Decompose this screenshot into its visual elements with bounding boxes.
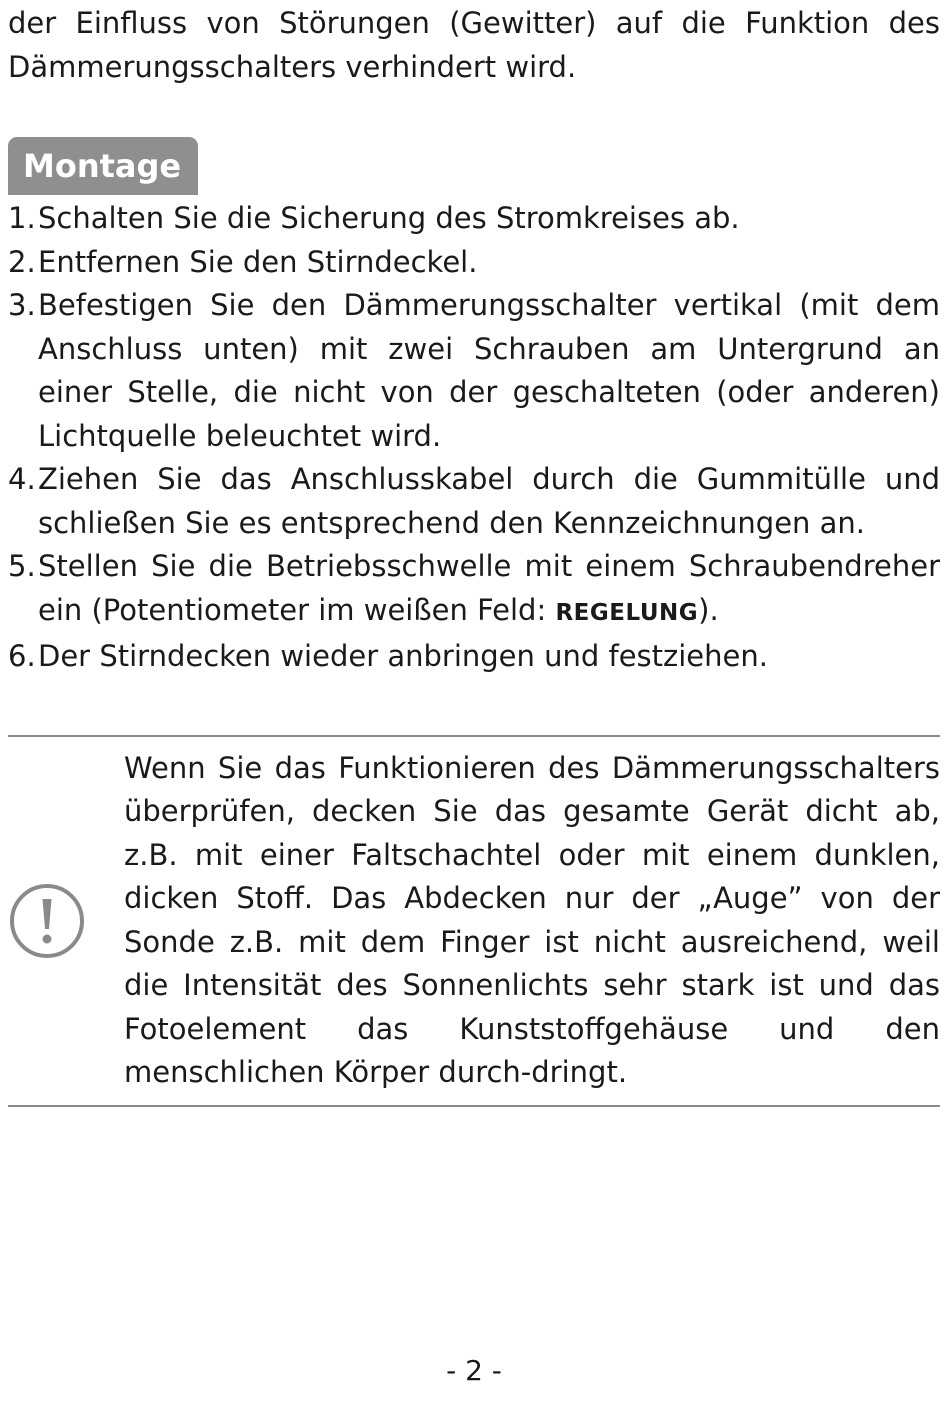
step-text-end: ). bbox=[698, 592, 719, 627]
list-item bbox=[8, 458, 940, 545]
list-item bbox=[8, 284, 940, 458]
list-item bbox=[8, 241, 940, 285]
step-number: 2. bbox=[8, 244, 36, 279]
step-number: 4. bbox=[8, 462, 36, 496]
step-number: 1. bbox=[8, 201, 36, 235]
notice-bottom-divider bbox=[8, 1105, 940, 1107]
list-item bbox=[8, 635, 940, 679]
list-item bbox=[8, 197, 940, 241]
regelung-label: REGELUNG bbox=[555, 599, 699, 626]
step-number: 6. bbox=[8, 639, 36, 673]
step-text: Der Stirndecken wieder anbringen und festziehen. bbox=[38, 639, 768, 673]
step-text: Befestigen Sie den Dämmerungsschalter vertikal (mit dem Anschluss unten) mit zwei Schrauben am Untergrund an einer Stelle, die nicht von der geschalteten (oder anderen) Lichtquelle beleuchtet wird. bbox=[38, 288, 940, 453]
notice-text: Wenn Sie das Funktionieren des Dämmerungsschalters überprüfen, decken Sie das gesamte Gerät dicht ab, z.B. mit einer Faltschachtel oder mit einem dunklen, dicken Stoff. Das Abdecken nur der „Auge” von der Sonde z.B. mit dem Finger ist nicht ausreichend, weil die Intensität des Sonnenlichts sehr stark ist und das Fotoelement das Kunststoffgehäuse und den menschlichen Körper durch-dringt. bbox=[124, 750, 940, 1089]
step-number: 3. bbox=[8, 288, 36, 322]
step-text bbox=[38, 545, 940, 635]
exclamation-circle-icon bbox=[8, 882, 124, 960]
page-number: - 2 - bbox=[446, 1354, 502, 1387]
step-number: 5. bbox=[8, 549, 36, 583]
intro-paragraph: der Einfluss von Störungen (Gewitter) auf die Funktion des Dämmerungsschalters verhindert wird. bbox=[8, 6, 940, 84]
step-text: Ziehen Sie das Anschlusskabel durch die Gummitülle und schließen Sie es entsprechend den Kennzeichnungen an. bbox=[38, 462, 940, 540]
step-text: Entfernen Sie den Stirndeckel. bbox=[38, 244, 478, 279]
manual-page bbox=[8, 0, 940, 1402]
section-heading-montage: Montage bbox=[8, 137, 198, 195]
warning-notice bbox=[8, 737, 940, 1105]
montage-steps-list bbox=[8, 197, 940, 679]
list-item bbox=[8, 545, 940, 635]
step-text: Schalten Sie die Sicherung des Stromkreises ab. bbox=[38, 201, 740, 235]
step-text-start: Stellen Sie die Betriebsschwelle mit einem Schraubendreher ein (Potentiometer im weißen Feld: bbox=[38, 549, 940, 627]
